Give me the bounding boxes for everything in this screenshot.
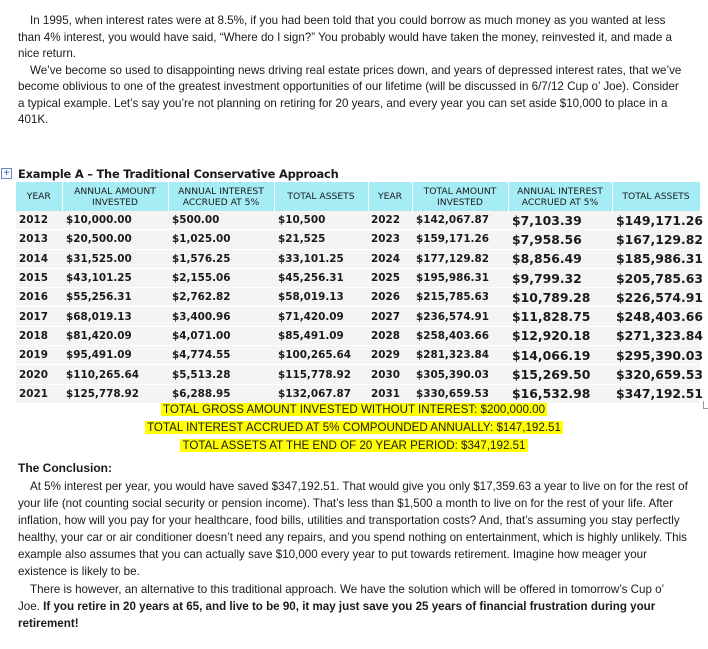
table-cell: $85,491.09 xyxy=(274,326,368,345)
table-cell: $125,778.92 xyxy=(62,384,168,403)
table-cell: $142,067.87 xyxy=(412,211,508,230)
table-cell: $295,390.03 xyxy=(612,346,700,365)
table-cell: $320,659.53 xyxy=(612,365,700,384)
table-header-cell: ANNUAL AMOUNT INVESTED xyxy=(62,182,168,211)
table-cell: $4,774.55 xyxy=(168,346,274,365)
table-cell: 2020 xyxy=(16,365,62,384)
table-header-cell: TOTAL ASSETS xyxy=(612,182,700,211)
table-cell: $33,101.25 xyxy=(274,249,368,268)
table-row xyxy=(16,346,700,365)
table-cell: $195,986.31 xyxy=(412,268,508,287)
table-cell: 2030 xyxy=(368,365,412,384)
text-boundary-mark xyxy=(703,401,708,409)
table-cell: $185,986.31 xyxy=(612,249,700,268)
table-cell: 2017 xyxy=(16,307,62,326)
table-cell: $11,828.75 xyxy=(508,307,612,326)
table-row xyxy=(16,268,700,287)
table-cell: 2018 xyxy=(16,326,62,345)
table-cell: $7,103.39 xyxy=(508,211,612,230)
table-cell: $20,500.00 xyxy=(62,230,168,249)
table-cell: 2019 xyxy=(16,346,62,365)
table-cell: 2022 xyxy=(368,211,412,230)
table-cell: $226,574.91 xyxy=(612,288,700,307)
table-cell: $10,789.28 xyxy=(508,288,612,307)
table-row xyxy=(16,211,700,230)
table-cell: $10,500 xyxy=(274,211,368,230)
table-cell: $81,420.09 xyxy=(62,326,168,345)
table-cell: $271,323.84 xyxy=(612,326,700,345)
move-handle-icon[interactable]: + xyxy=(1,168,12,179)
table-cell: 2021 xyxy=(16,384,62,403)
investment-table xyxy=(16,182,704,404)
table-cell: $1,576.25 xyxy=(168,249,274,268)
table-body xyxy=(16,211,704,403)
table-cell: $95,491.09 xyxy=(62,346,168,365)
table-cell: 2031 xyxy=(368,384,412,403)
table-header-row xyxy=(16,182,700,211)
total-assets-line: TOTAL ASSETS AT THE END OF 20 YEAR PERIOD: $347,192.51 xyxy=(182,439,526,452)
table-cell: $167,129.82 xyxy=(612,230,700,249)
table-cell: $258,403.66 xyxy=(412,326,508,345)
table-row xyxy=(16,365,700,384)
table-cell: $16,532.98 xyxy=(508,384,612,403)
table-cell: 2027 xyxy=(368,307,412,326)
table-cell: $330,659.53 xyxy=(412,384,508,403)
table-cell: $68,019.13 xyxy=(62,307,168,326)
table-cell: $159,171.26 xyxy=(412,230,508,249)
table-cell: $58,019.13 xyxy=(274,288,368,307)
table-header-cell: YEAR xyxy=(16,182,62,211)
table-header-cell: ANNUAL INTEREST ACCRUED AT 5% xyxy=(508,182,612,211)
table-cell: $21,525 xyxy=(274,230,368,249)
table-cell: $9,799.32 xyxy=(508,268,612,287)
table-cell: $3,400.96 xyxy=(168,307,274,326)
table-cell: $500.00 xyxy=(168,211,274,230)
table-cell: $281,323.84 xyxy=(412,346,508,365)
table-cell: $55,256.31 xyxy=(62,288,168,307)
table-cell: $236,574.91 xyxy=(412,307,508,326)
table-cell: 2028 xyxy=(368,326,412,345)
table-row xyxy=(16,230,700,249)
table-cell: 2013 xyxy=(16,230,62,249)
table-cell: $31,525.00 xyxy=(62,249,168,268)
table-cell: 2016 xyxy=(16,288,62,307)
conclusion-heading: The Conclusion: xyxy=(18,461,112,475)
table-cell: $205,785.63 xyxy=(612,268,700,287)
table-cell: $15,269.50 xyxy=(508,365,612,384)
total-interest-line: TOTAL INTEREST ACCRUED AT 5% COMPOUNDED ANNUALLY: $147,192.51 xyxy=(147,421,561,434)
table-cell: $2,155.06 xyxy=(168,268,274,287)
table-cell: $8,856.49 xyxy=(508,249,612,268)
table-cell: $100,265.64 xyxy=(274,346,368,365)
table-cell: $149,171.26 xyxy=(612,211,700,230)
table-cell: $45,256.31 xyxy=(274,268,368,287)
table-cell: $1,025.00 xyxy=(168,230,274,249)
table-cell: $14,066.19 xyxy=(508,346,612,365)
example-heading: Example A – The Traditional Conservative Approach xyxy=(18,167,339,181)
table-row xyxy=(16,326,700,345)
table-header-cell: TOTAL ASSETS xyxy=(274,182,368,211)
table-cell: $2,762.82 xyxy=(168,288,274,307)
table-cell: $10,000.00 xyxy=(62,211,168,230)
table-header-cell: ANNUAL INTEREST ACCRUED AT 5% xyxy=(168,182,274,211)
table-cell: 2025 xyxy=(368,268,412,287)
table-cell: 2012 xyxy=(16,211,62,230)
totals-block xyxy=(0,401,708,455)
table-cell: 2026 xyxy=(368,288,412,307)
conclusion-paragraph-1: At 5% interest per year, you would have saved $347,192.51. That would give you only $17,359.63 a year to live on for the rest of your life (not counting social security or pension income). That’s less than $1,500 a month to live on for the rest of your life. After inflation, how will you pay for your healthcare, food bills, utilities and transportation costs? And, that’s assuming you stay perfectly healthy, your car or air conditioner doesn’t need any repairs, and you spend nothing on entertainment, which is highly unlikely. This example also assumes that you can actually save $10,000 every year to put towards retirement. Imagine how meager your existence is likely to be. xyxy=(18,480,688,579)
table-cell: $215,785.63 xyxy=(412,288,508,307)
table-cell: $7,958.56 xyxy=(508,230,612,249)
table-cell: $305,390.03 xyxy=(412,365,508,384)
table-cell: 2029 xyxy=(368,346,412,365)
table-cell: $110,265.64 xyxy=(62,365,168,384)
conclusion-bold-text: If you retire in 20 years at 65, and live to be 90, it may just save you 25 years of financial frustration during your retirement! xyxy=(18,599,656,630)
table-cell: 2023 xyxy=(368,230,412,249)
table-cell: $43,101.25 xyxy=(62,268,168,287)
table-cell: $115,778.92 xyxy=(274,365,368,384)
conclusion-paragraph-2-text: There is however, an alternative to this traditional approach. We have the solution which will be offered in tomorrow’s Cup o’ Joe. xyxy=(18,582,664,613)
table-cell: 2024 xyxy=(368,249,412,268)
conclusion-text xyxy=(18,478,688,632)
intro-text xyxy=(18,13,688,129)
intro-paragraph-1: In 1995, when interest rates were at 8.5%, if you had been told that you could borrow as much money as you wanted at less than 4% interest, you would have said, “Where do I sign?” You probably would have taken the money, reinvested it, and made a nice return. xyxy=(18,14,672,60)
table-header-cell: TOTAL AMOUNT INVESTED xyxy=(412,182,508,211)
table-cell: $4,071.00 xyxy=(168,326,274,345)
table-cell: 2014 xyxy=(16,249,62,268)
table-cell: $248,403.66 xyxy=(612,307,700,326)
table-cell: $347,192.51 xyxy=(612,384,700,403)
conclusion-paragraph-2 xyxy=(18,581,688,632)
table-cell: $71,420.09 xyxy=(274,307,368,326)
table-cell: $5,513.28 xyxy=(168,365,274,384)
table-row xyxy=(16,307,700,326)
table-row xyxy=(16,288,700,307)
table-cell: $6,288.95 xyxy=(168,384,274,403)
table-cell: $177,129.82 xyxy=(412,249,508,268)
table-row xyxy=(16,249,700,268)
table-header-cell: YEAR xyxy=(368,182,412,211)
table-cell: $132,067.87 xyxy=(274,384,368,403)
total-invested-line: TOTAL GROSS AMOUNT INVESTED WITHOUT INTEREST: $200,000.00 xyxy=(162,403,546,416)
table-cell: 2015 xyxy=(16,268,62,287)
intro-paragraph-2: We’ve become so used to disappointing news driving real estate prices down, and years of depressed interest rates, that we’ve become oblivious to one of the greatest investment opportunities of our lifetime (will be discussed in 6/7/12 Cup o’ Joe). Consider a typical example. Let’s say you’re not planning on retiring for 20 years, and every year you can set aside $10,000 to place in a 401K. xyxy=(18,63,682,126)
table-cell: $12,920.18 xyxy=(508,326,612,345)
